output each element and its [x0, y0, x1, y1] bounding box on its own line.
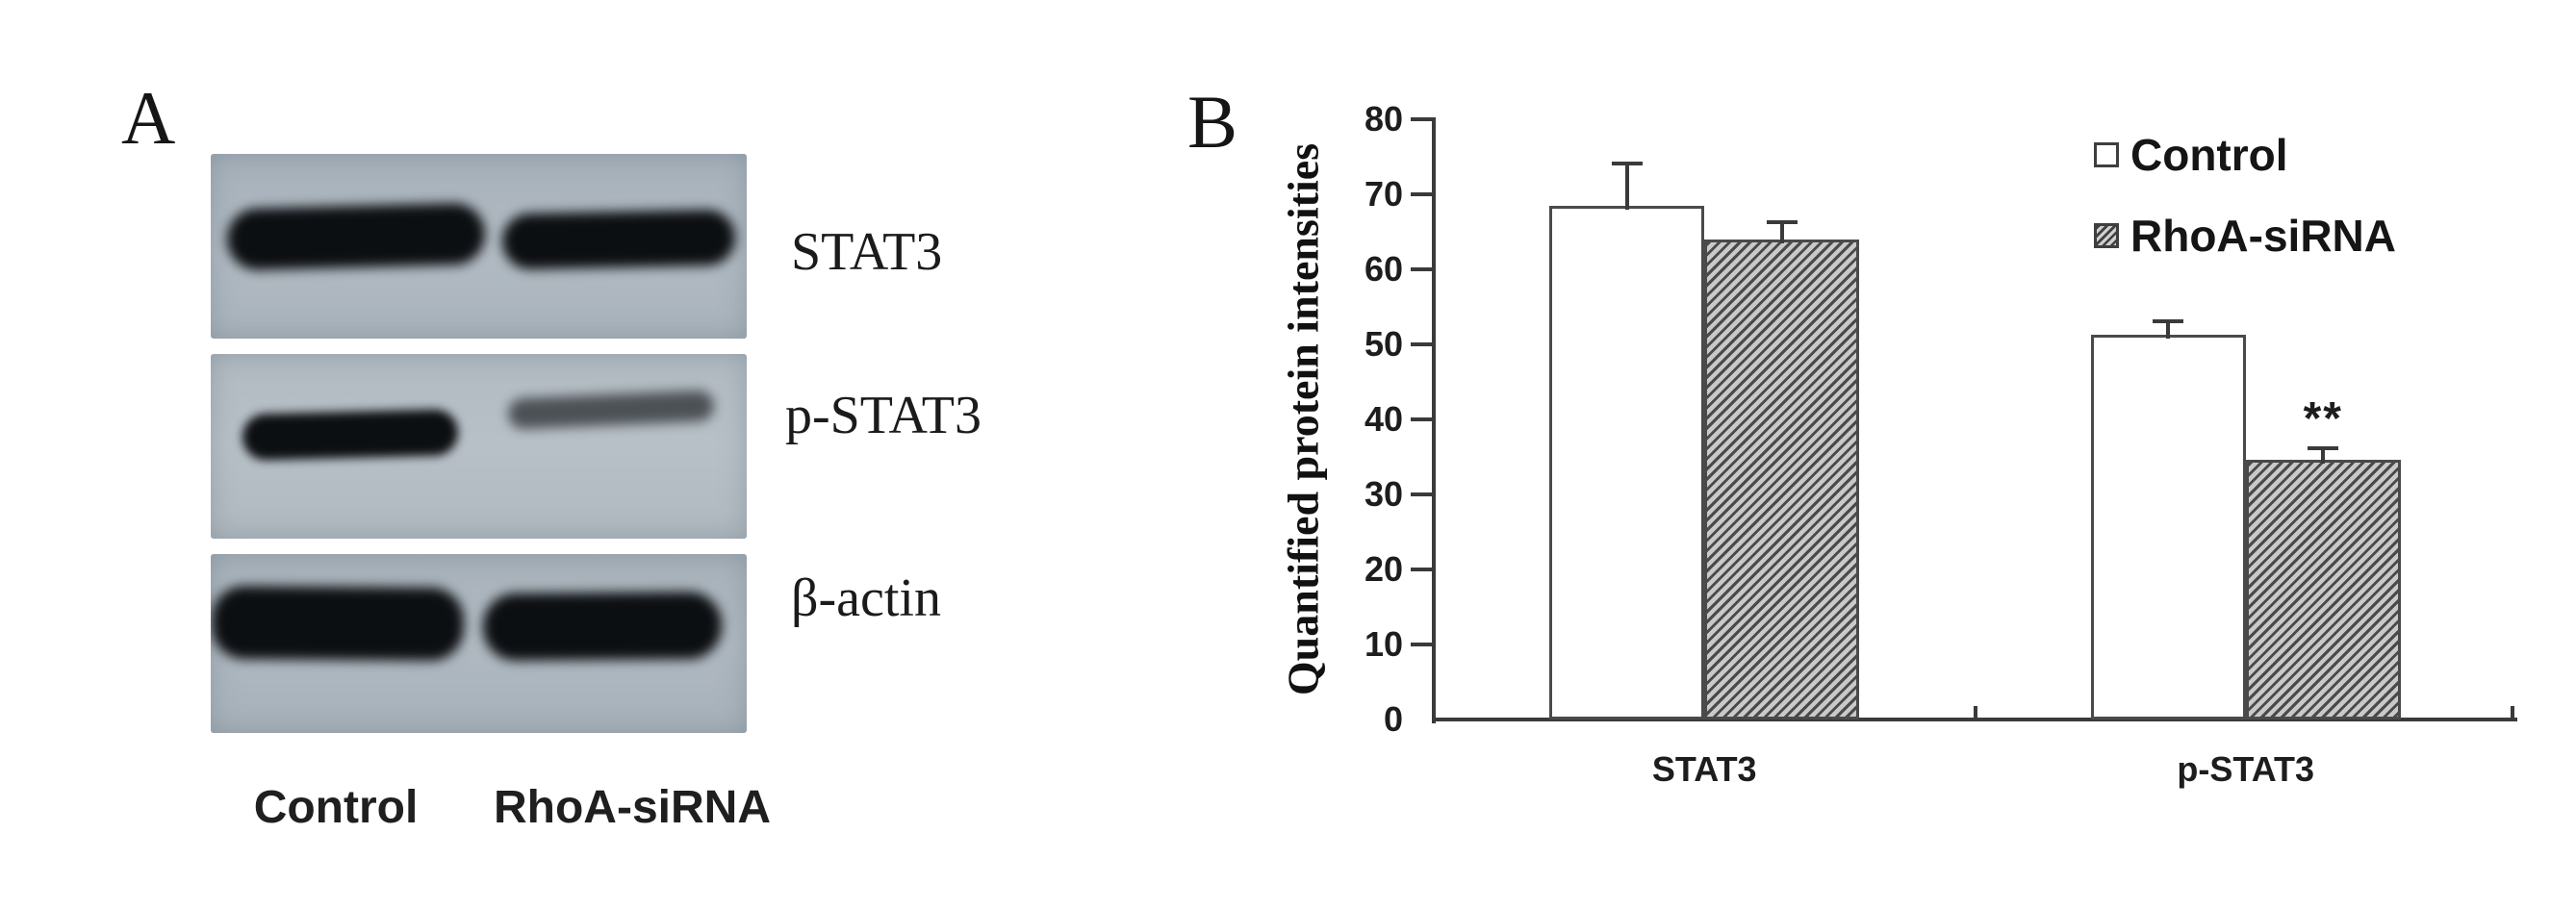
error-bar-stat3-rhoa-sirna — [1767, 220, 1798, 243]
bar-p-stat3-rhoa-sirna — [2246, 460, 2401, 720]
bar-stat3-control — [1549, 206, 1704, 720]
panel-a-letter: A — [121, 76, 176, 160]
legend-swatch-hatched — [2094, 223, 2119, 248]
y-tick-label: 50 — [1364, 324, 1403, 364]
y-tick-mark — [1411, 492, 1434, 496]
error-bar-stem — [2166, 323, 2170, 339]
error-bar-stem — [1625, 165, 1629, 209]
y-axis-title: Quantified protein intensities — [1278, 142, 1328, 696]
y-tick-mark — [1411, 568, 1434, 571]
y-tick-mark — [1411, 417, 1434, 421]
western-blot-p-stat3 — [211, 354, 747, 539]
x-tick-mark — [2511, 706, 2514, 720]
y-tick-label: 20 — [1364, 549, 1403, 589]
bar-stat3-rhoa-sirna — [1704, 240, 1859, 720]
legend-label: RhoA-siRNA — [2130, 211, 2396, 261]
y-tick-label: 30 — [1364, 474, 1403, 514]
panel-b-letter: B — [1187, 80, 1238, 164]
y-tick-label: 60 — [1364, 249, 1403, 289]
x-category-label-stat3: STAT3 — [1651, 749, 1757, 789]
error-bar-p-stat3-control — [2153, 319, 2183, 339]
y-tick-mark — [1411, 192, 1434, 196]
error-bar-stem — [1780, 224, 1784, 243]
western-blot-beta-actin — [211, 554, 747, 733]
legend-item-rhoa-sirna — [2094, 213, 2396, 259]
blot-band-stat3-control — [226, 203, 486, 271]
y-tick-label: 0 — [1383, 699, 1403, 739]
error-bar-stat3-control — [1612, 162, 1643, 209]
lane-label-control: Control — [253, 782, 419, 833]
y-tick-mark — [1411, 643, 1434, 646]
significance-marker: ** — [2303, 393, 2343, 445]
chart-legend — [2094, 132, 2396, 259]
bar-p-stat3-control — [2091, 335, 2246, 720]
y-tick-mark — [1411, 342, 1434, 346]
y-tick-label: 40 — [1364, 399, 1403, 439]
y-tick-label: 10 — [1364, 624, 1403, 664]
error-bar-stem — [2321, 450, 2325, 464]
legend-label: Control — [2130, 130, 2288, 180]
lane-label-rhoa-sirna: RhoA-siRNA — [494, 782, 771, 833]
blot-band-p-stat3-rhoa-sirna — [507, 390, 714, 429]
blot-band-beta-actin-rhoa-sirna — [483, 592, 723, 661]
blot-row-label-stat3: STAT3 — [791, 222, 943, 282]
y-tick-mark — [1411, 117, 1434, 121]
blot-row-label-beta-actin: β-actin — [791, 568, 941, 628]
western-blot-stat3 — [211, 154, 747, 339]
legend-swatch-white — [2094, 142, 2119, 167]
blot-band-beta-actin-control — [212, 586, 465, 661]
y-tick-label: 70 — [1364, 174, 1403, 214]
y-tick-label: 80 — [1364, 99, 1403, 139]
error-bar-p-stat3-rhoa-sirna — [2308, 446, 2338, 464]
y-tick-mark — [1411, 267, 1434, 271]
blot-row-label-p-stat3: p-STAT3 — [785, 386, 982, 445]
x-category-label-p-stat3: p-STAT3 — [2177, 749, 2315, 789]
x-tick-mark — [1974, 706, 1977, 720]
blot-band-p-stat3-control — [242, 409, 458, 461]
legend-item-control — [2094, 132, 2396, 178]
blot-band-stat3-rhoa-sirna — [501, 209, 735, 269]
